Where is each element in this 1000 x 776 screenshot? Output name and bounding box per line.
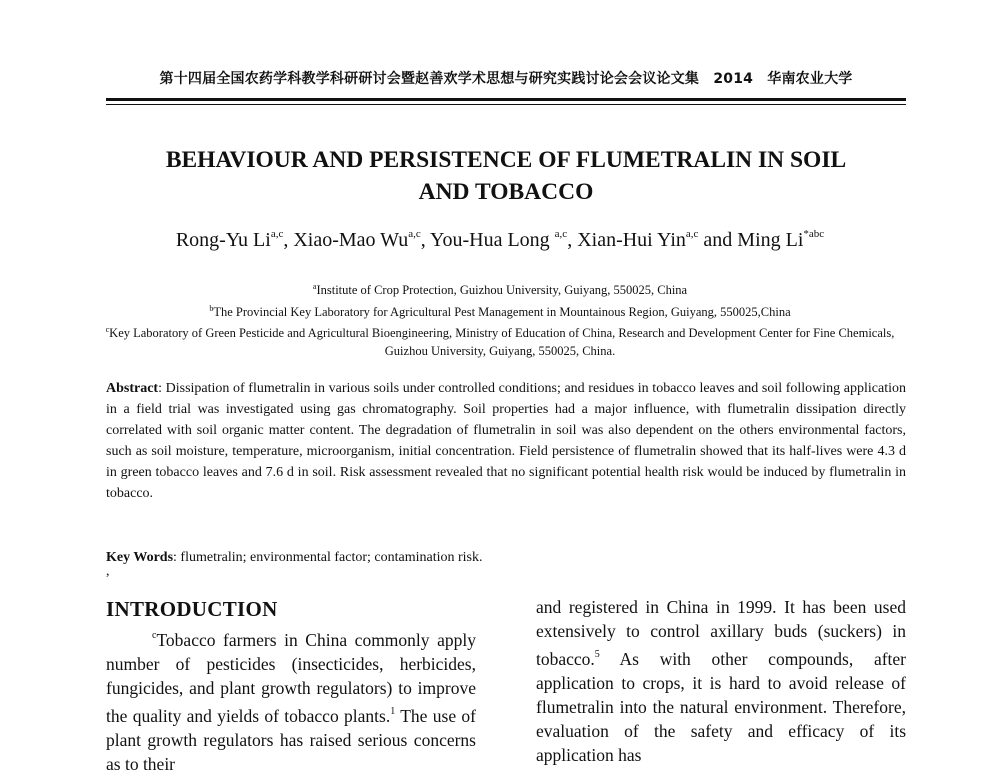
author-name: You-Hua Long [430, 229, 555, 251]
header-rule-thin [106, 104, 906, 105]
author-separator: , [567, 229, 578, 251]
author-affil-mark: a,c [408, 228, 421, 240]
right-text-a: and registered in China in 1999. It has been used extensively to control axillary buds (suckers) in tobacco. [536, 597, 906, 669]
affiliations [90, 278, 910, 360]
stray-mark: , [106, 564, 110, 579]
affiliation-text: Institute of Crop Protection, Guizhou University, Guiyang, 550025, China [316, 283, 688, 297]
abstract-label: Abstract [106, 381, 159, 396]
author-name: Ming Li [737, 229, 804, 251]
keywords-label: Key Words [106, 550, 174, 565]
header-rule-thick [106, 98, 906, 101]
affiliation-mark: b [209, 303, 214, 313]
intro-text-b: The use of plant growth regulators has raised serious concerns as to their [106, 706, 476, 774]
paper-title [106, 144, 906, 208]
section-heading-introduction: INTRODUCTION [106, 597, 278, 621]
right-column [536, 595, 906, 767]
intro-text-a: Tobacco farmers in China commonly apply number of pesticides (insecticides, herbicides, fungicides, and plant growth regulators) to improve the quality and yields of tobacco plants. [106, 630, 476, 726]
author-affil-mark: a,c [685, 228, 699, 240]
author-affil-mark: a,c [554, 228, 568, 240]
author-affil-mark: *abc [803, 228, 825, 240]
citation-ref: 1 [390, 706, 396, 717]
author-affil-mark: a,c [270, 228, 284, 240]
affiliation-line [90, 321, 910, 360]
affiliation-text: Key Laboratory of Green Pesticide and Agricultural Bioengineering, Ministry of Education of China, Research and Development Center for Fine Chemicals, Guizhou University, Guiyang, 550025, China. [109, 326, 895, 358]
right-column-paragraph [536, 595, 906, 767]
author-separator: , [420, 229, 431, 251]
author-name: Rong-Yu Li [175, 229, 271, 251]
citation-ref: 5 [594, 649, 600, 660]
title-line-1: BEHAVIOUR AND PERSISTENCE OF FLUMETRALIN IN SOIL [165, 147, 847, 173]
author-list [60, 228, 940, 252]
title-line-2: AND TOBACCO [418, 179, 594, 205]
affiliation-mark: a [312, 282, 317, 291]
keywords-text: : flumetralin; environmental factor; contamination risk. [173, 550, 483, 565]
left-column [106, 597, 476, 776]
author-separator: , [283, 229, 294, 251]
affiliation-text: The Provincial Key Laboratory for Agricultural Pest Management in Mountainous Region, Guiyang, 550025,China [213, 304, 791, 319]
right-text-b: As with other compounds, after application to crops, it is hard to avoid release of flumetralin into the natural environment. Therefore, evaluation of the safety and efficacy of its application has [536, 649, 906, 765]
abstract [106, 378, 906, 504]
footnote-mark: c [152, 630, 157, 641]
intro-paragraph [106, 624, 476, 776]
author-name: Xian-Hui Yin [577, 229, 686, 251]
affiliation-line [90, 300, 910, 322]
affiliation-line [90, 278, 910, 300]
author-separator: and [698, 229, 738, 251]
running-header: 第十四届全国农药学科教学科研研讨会暨赵善欢学术思想与研究实践讨论会会议论文集 2014 华南农业大学 [159, 71, 853, 87]
affiliation-mark: c [105, 325, 110, 334]
author-name: Xiao-Mao Wu [293, 229, 409, 251]
abstract-text: : Dissipation of flumetralin in various soils under controlled conditions; and residues in tobacco leaves and soil following application in a field trial was investigated using gas chromatography. Soil properties had a major influence, with flumetralin dissipation directly correlated with soil organic matter content. The degradation of flumetralin in soil was also dependent on the others environmental factors, such as soil moisture, temperature, microorganism, initial concentration. Field persistence of flumetralin showed that its half-lives were 4.3 d in green tobacco leaves and 7.6 d in soil. Risk assessment revealed that no significant potential health risk would be induced by flumetralin in tobacco. [106, 381, 906, 501]
keywords [106, 547, 906, 568]
